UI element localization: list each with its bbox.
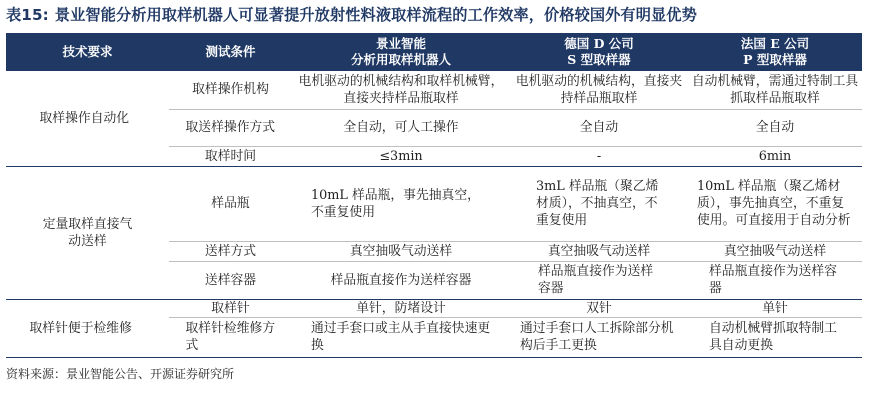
- table-title-text: 景业智能分析用取样机器人可显著提升放射性料液取样流程的工作效率，价格较国外有明显优势: [54, 6, 697, 24]
- value-cell: 全自动: [688, 109, 862, 146]
- value-cell: 样品瓶直接作为送样容器: [292, 261, 510, 299]
- group-cell-automation: [6, 71, 169, 166]
- value-cell: 自动机械臂，需通过特制工具抓取样品瓶取样: [688, 71, 862, 109]
- table-number: 表15:: [6, 6, 49, 24]
- value-cell: 电机驱动的机械结构，直接夹持样品瓶取样: [510, 71, 688, 109]
- value-cell: [688, 166, 862, 241]
- cond-label: 取送样操作方式: [185, 120, 276, 135]
- comparison-table: [6, 33, 862, 358]
- header-germany-d: [510, 33, 688, 71]
- header-row: [6, 33, 862, 71]
- cond-cell: 样品瓶: [169, 166, 292, 241]
- table-row: [6, 71, 862, 109]
- cond-cell: 取样时间: [169, 146, 292, 166]
- value-cell: 双针: [510, 299, 688, 317]
- header-jingye-line2: 分析用取样机器人: [350, 52, 451, 67]
- cond-label: 取样针检维修方式: [185, 321, 276, 353]
- value-cell: -: [510, 146, 688, 166]
- value-cell: 全自动，可人工操作: [292, 109, 510, 146]
- value-cell: 6min: [688, 146, 862, 166]
- cond-cell: 送样容器: [169, 261, 292, 299]
- group-cell-maintenance: [6, 299, 169, 357]
- cond-cell: [169, 317, 292, 357]
- value-cell: [510, 166, 688, 241]
- group-label-dosing: 定量取样直接气动送样: [42, 216, 133, 249]
- value-cell: 单针: [688, 299, 862, 317]
- header-condition: 测试条件: [169, 33, 292, 71]
- value-cell: 单针，防堵设计: [292, 299, 510, 317]
- value-cell: [688, 317, 862, 357]
- cond-cell: 送样方式: [169, 241, 292, 261]
- value-text: 3mL 样品瓶（聚乙烯材质），不抽真空，不重复使用: [536, 179, 659, 228]
- value-cell: 真空抽吸气动送样: [688, 241, 862, 261]
- header-jingye: [292, 33, 510, 71]
- value-cell: [292, 317, 510, 357]
- header-germany-d-line1: 德国 D 公司: [564, 36, 634, 51]
- value-cell: ≤3min: [292, 146, 510, 166]
- cond-cell: [169, 109, 292, 146]
- table-title: [6, 4, 866, 25]
- header-france-e: [688, 33, 862, 71]
- header-france-e-line1: 法国 E 公司: [740, 36, 810, 51]
- value-text: 10mL 样品瓶，事先抽真空，不重复使用: [311, 187, 480, 220]
- group-label-automation: 取样操作自动化: [39, 110, 130, 126]
- value-text: 通过手套口人工拆除部分机构后手工更换: [520, 321, 674, 353]
- value-cell: 全自动: [510, 109, 688, 146]
- value-text: 10mL 样品瓶（聚乙烯材质），事先抽真空，不重复使用。可直接用于自动分析: [697, 179, 851, 228]
- value-text: 样品瓶直接作为送样容器: [709, 264, 837, 296]
- value-cell: [292, 166, 510, 241]
- value-cell: 电机驱动的机械结构和取样机械臂，直接夹持样品瓶取样: [292, 71, 510, 109]
- table-row: [6, 166, 862, 241]
- value-cell: [688, 261, 862, 299]
- value-cell: 真空抽吸气动送样: [510, 241, 688, 261]
- source-note: 资料来源：景业智能公告、开源证券研究所: [6, 367, 235, 381]
- value-cell: 真空抽吸气动送样: [292, 241, 510, 261]
- group-label-maintenance: 取样针便于检维修: [29, 320, 132, 336]
- cond-cell: 取样针: [169, 299, 292, 317]
- value-cell: [510, 261, 688, 299]
- value-cell: [510, 317, 688, 357]
- value-text: 样品瓶直接作为送样容器: [538, 264, 654, 296]
- header-jingye-line1: 景业智能: [375, 36, 426, 51]
- value-text: 通过手套口或主从手直接快速更换: [311, 321, 491, 353]
- header-france-e-line2: P 型取样器: [743, 52, 807, 67]
- table-row: [6, 299, 862, 317]
- value-text: 自动机械臂抓取特制工具自动更换: [709, 321, 837, 353]
- cond-cell: 取样操作机构: [169, 71, 292, 109]
- header-requirement: 技术要求: [6, 33, 169, 71]
- group-cell-dosing: [6, 166, 169, 299]
- header-germany-d-line2: S 型取样器: [567, 52, 631, 67]
